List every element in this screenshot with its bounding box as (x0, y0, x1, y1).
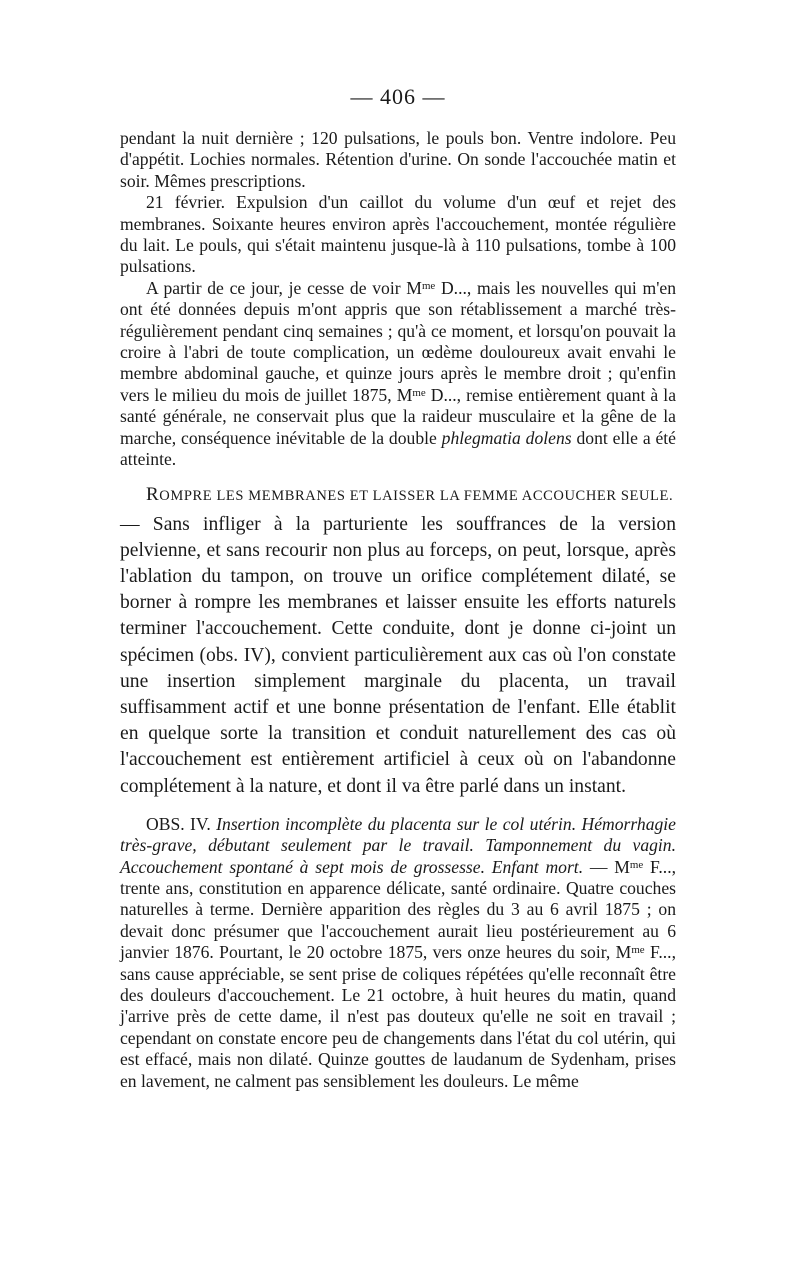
book-page (120, 84, 676, 1092)
obs-number: IV. (184, 813, 217, 834)
obs-sup-2: me (631, 944, 645, 957)
obs-title: Insertion incomplète du placenta sur le col utérin. Hémorrhagie très-grave, débutant seulement par le travail. Tamponnement du vagin. Accouchement spontané à sept mois de grossesse. Enfant mort. (120, 813, 676, 877)
page-number: — 406 — (350, 84, 446, 109)
paragraph-night-report: pendant la nuit dernière ; 120 pulsations, le pouls bon. Ventre indolore. Peu d'appétit. Lochies normales. Rétention d'urine. On sonde l'accouchée matin et soir. Mêmes prescriptions. (120, 128, 676, 191)
obs-text-2: F..., trente ans, constitution en apparence délicate, santé ordinaire. Quatre couches naturelles à terme. Dernière apparition des règles du 3 au 6 avril 1875 ; on devait donc présumer que l'accouchement aurait lieu postérieurement au 6 janvier 1876. Pourtant, le 20 octobre 1875, vers onze heures du soir, M (120, 856, 676, 963)
section-heading (120, 485, 676, 506)
paragraph-membrane-rupture: — Sans infliger à la parturiente les souffrances de la version pelvienne, et sans recourir non plus au forceps, on peut, lorsque, après l'ablation du tampon, on trouve un orifice complétement dilaté, se borner à rompre les membranes et laisser ensuite les efforts naturels terminer l'accouchement. Cette conduite, dont je donne ci-joint un spécimen (obs. IV), convient particulièrement aux cas où l'on constate une insertion simplement marginale du placenta, un travail suffisamment actif et une bonne présentation de l'enfant. Elle établit en quelque sorte la transition et conduit naturellement des cas où l'accouchement est entièrement artificiel à ceux où on l'abandonne complétement à la nature, et dont il va être parlé dans un instant. (120, 513, 676, 797)
recovery-sup-1: me (421, 279, 436, 292)
recovery-text-1: A partir de ce jour, je cesse de voir M (146, 277, 422, 298)
obs-sup-1: me (629, 858, 644, 871)
obs-text-1: — M (583, 856, 630, 877)
recovery-italic-term: phlegmatia dolens (441, 427, 572, 448)
observation-iv (120, 814, 676, 1092)
recovery-text-4: dont elle a été atteinte. (120, 427, 676, 470)
section-heading-rest: OMPRE LES MEMBRANES ET LAISSER LA FEMME ACCOUCHER SEULE. (159, 487, 674, 504)
recovery-text-2: D..., mais les nouvelles qui m'en ont été données depuis m'ont appris que son rétablissement a marché très-régulièrement pendant cinq semaines ; qu'à ce moment, et lorsqu'on pouvait la croire à l'abri de toute complication, un œdème douloureux avait envahi le membre abdominal gauche, et quinze jours après le membre droit ; qu'enfin vers le milieu du mois de juillet 1875, M (120, 277, 676, 405)
recovery-text-3: D..., remise entièrement quant à la santé générale, ne conservait plus que la raideur musculaire et la gêne de la marche, conséquence inévitable de la double (120, 384, 677, 448)
paragraph-february-21: 21 février. Expulsion d'un caillot du volume d'un œuf et rejet des membranes. Soixante heures environ après l'accouchement, montée régulière du lait. Le pouls, qui s'était maintenu jusque-là à 110 pulsations, tombe à 100 pulsations. (120, 192, 676, 277)
section-heading-initial: R (146, 483, 160, 505)
recovery-sup-2: me (412, 386, 426, 399)
obs-label-initial: O (146, 813, 159, 834)
obs-text-3: F..., sans cause appréciable, se sent prise de coliques répétées qu'elle reconnaît être des douleurs d'accouchement. Le 21 octobre, à huit heures du matin, quand j'arrive près de cette dame, il n'est pas douteux qu'elle ne soit en travail ; cependant on constate encore peu de changements dans l'état du col utérin, qui est effacé, mais non dilaté. Quinze gouttes de laudanum de Sydenham, prises en lavement, ne calment pas sensiblement les douleurs. Le même (120, 942, 676, 1091)
paragraph-recovery (120, 278, 676, 471)
obs-label-rest: BS. (158, 813, 185, 834)
